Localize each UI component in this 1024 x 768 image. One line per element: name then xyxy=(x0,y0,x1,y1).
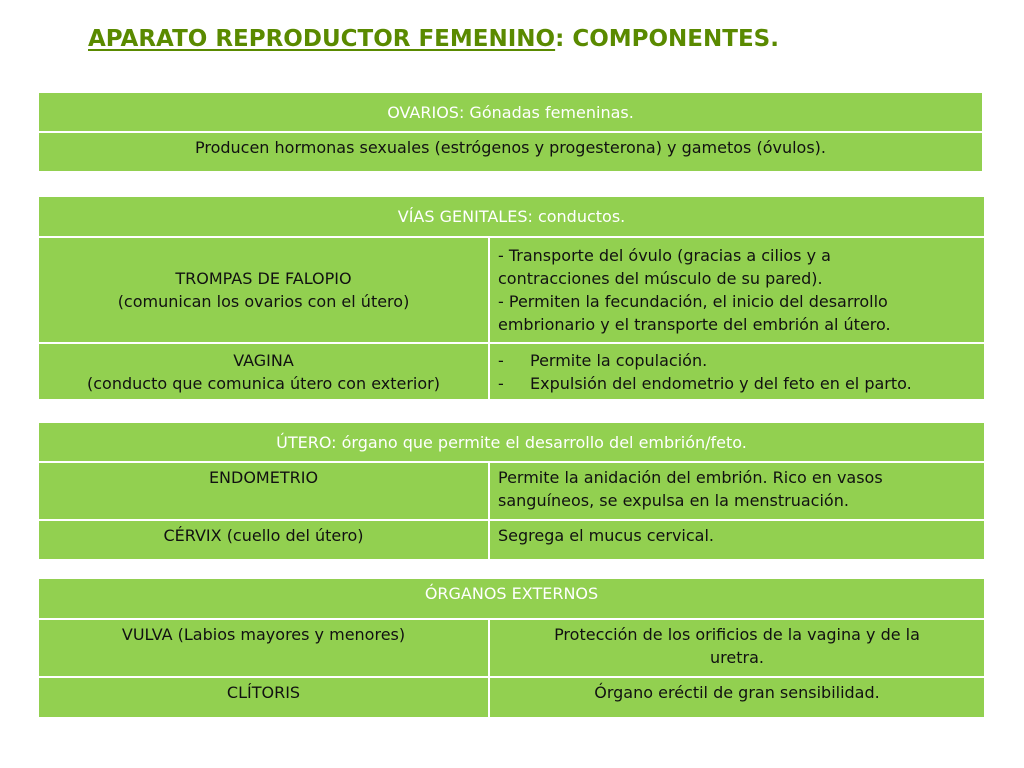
vagina-desc-cell xyxy=(489,343,985,400)
vulva-desc-line: Protección de los orificios de la vagina y de la xyxy=(554,625,920,644)
ovarios-header: OVARIOS: Gónadas femeninas. xyxy=(38,92,983,132)
trompas-subtitle: (comunican los ovarios con el útero) xyxy=(117,292,410,311)
clitoris-desc: Órgano eréctil de gran sensibilidad. xyxy=(489,677,985,718)
trompas-desc-line: - Transporte del óvulo (gracias a cilios y a xyxy=(498,246,831,265)
trompas-desc-line: embrionario y el transporte del embrión al útero. xyxy=(498,315,891,334)
vagina-bullet: - Permite la copulación. xyxy=(498,350,708,370)
vulva-name: VULVA (Labios mayores y menores) xyxy=(38,619,489,677)
endometrio-desc-line: Permite la anidación del embrión. Rico en vasos xyxy=(498,468,883,487)
trompas-desc-cell xyxy=(489,237,985,343)
trompas-name: TROMPAS DE FALOPIO xyxy=(175,269,352,288)
vias-header: VÍAS GENITALES: conductos. xyxy=(38,196,985,237)
ovarios-table xyxy=(37,91,984,173)
cervix-desc: Segrega el mucus cervical. xyxy=(489,520,985,560)
vulva-desc-line: uretra. xyxy=(710,648,764,667)
externos-header: ÓRGANOS EXTERNOS xyxy=(38,578,985,619)
endometrio-desc-cell xyxy=(489,462,985,520)
utero-table xyxy=(37,421,986,561)
ovarios-description: Producen hormonas sexuales (estrógenos y progesterona) y gametos (óvulos). xyxy=(38,132,983,172)
vulva-desc-cell xyxy=(489,619,985,677)
endometrio-name: ENDOMETRIO xyxy=(38,462,489,520)
trompas-name-cell xyxy=(38,237,489,343)
trompas-desc-line: contracciones del músculo de su pared). xyxy=(498,269,823,288)
vias-table xyxy=(37,195,986,401)
utero-header: ÚTERO: órgano que permite el desarrollo del embrión/feto. xyxy=(38,422,985,462)
trompas-desc-line: - Permiten la fecundación, el inicio del desarrollo xyxy=(498,292,888,311)
cervix-name: CÉRVIX (cuello del útero) xyxy=(38,520,489,560)
vagina-bullet: - Expulsión del endometrio y del feto en el parto. xyxy=(498,373,912,393)
externos-table xyxy=(37,577,986,719)
page-title xyxy=(88,26,779,52)
vagina-name-cell xyxy=(38,343,489,400)
title-underlined: APARATO REPRODUCTOR FEMENINO xyxy=(88,26,556,52)
vagina-subtitle: (conducto que comunica útero con exterior) xyxy=(87,373,440,393)
clitoris-name: CLÍTORIS xyxy=(38,677,489,718)
title-rest: : COMPONENTES. xyxy=(555,26,779,52)
vagina-name: VAGINA xyxy=(233,350,294,370)
endometrio-desc-line: sanguíneos, se expulsa en la menstruación. xyxy=(498,491,849,510)
